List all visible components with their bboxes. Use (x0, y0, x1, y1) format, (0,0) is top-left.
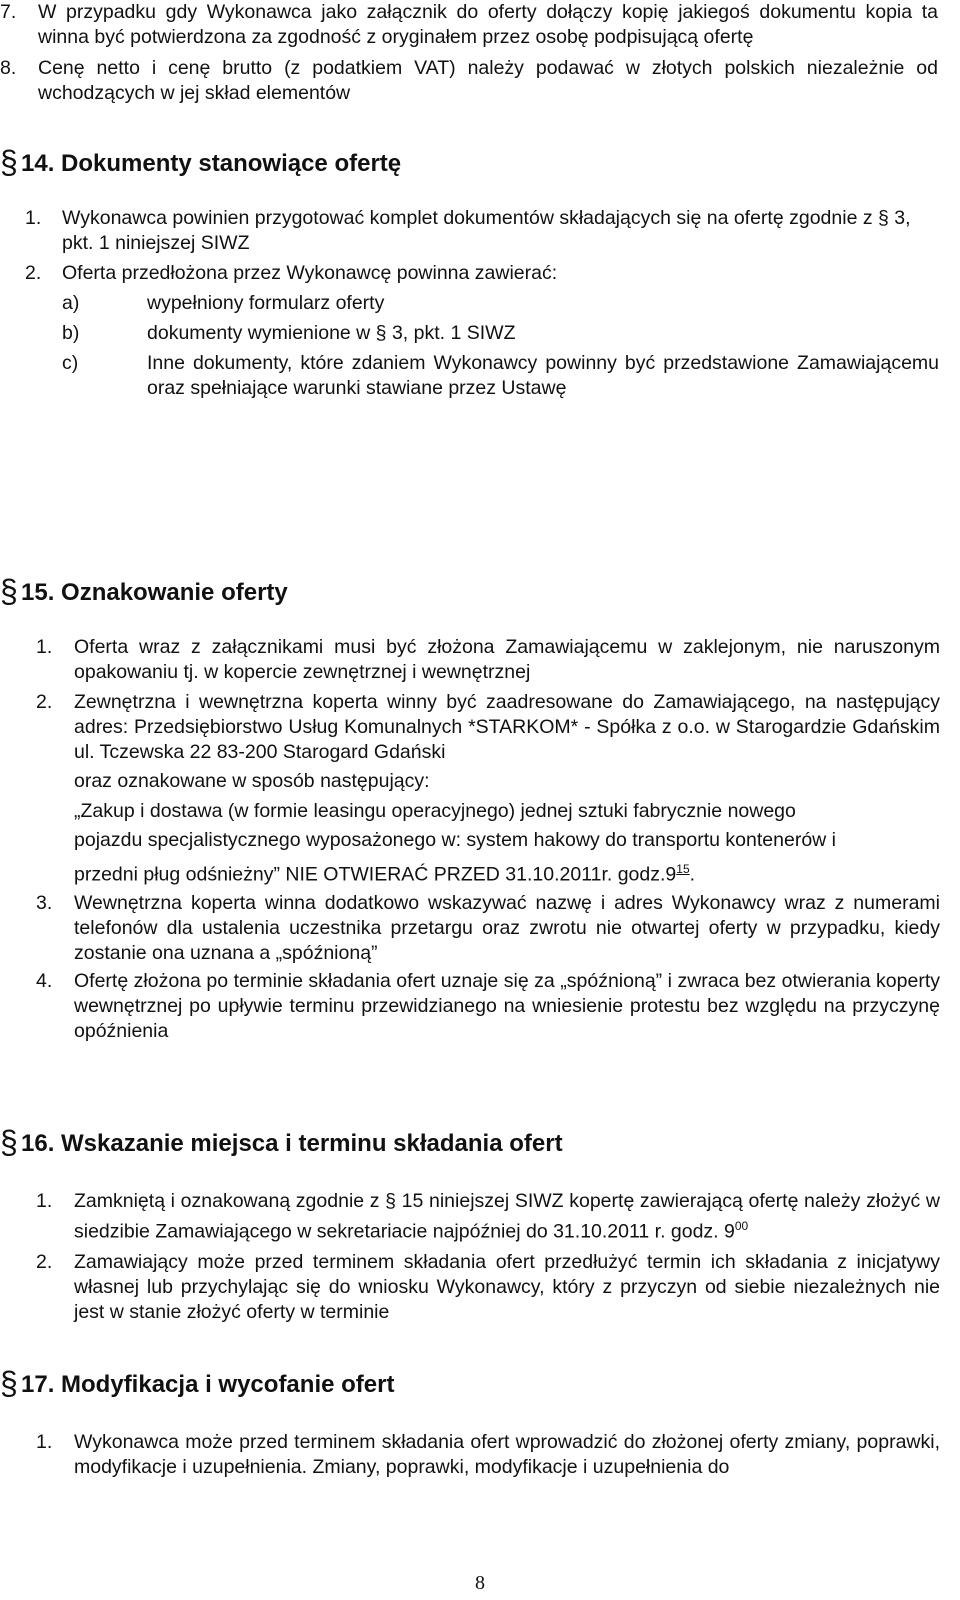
list-item (36, 690, 940, 765)
sub-item (62, 351, 939, 401)
item-number: 7. (0, 1, 17, 23)
sub-item-letter: c) (62, 352, 79, 374)
item-number: 1. (25, 207, 42, 229)
marking-line (74, 856, 960, 888)
list-item (0, 0, 938, 50)
section-heading-15 (0, 574, 500, 608)
item-number: 2. (36, 1250, 53, 1273)
item-number: 1. (36, 1431, 53, 1453)
section-17-items (0, 1430, 960, 1480)
section-heading-17 (0, 1366, 600, 1400)
sub-item-text: wypełniony formularz oferty (147, 292, 385, 314)
list-item (36, 1250, 940, 1325)
sub-item (62, 291, 939, 316)
marking-line-text: przedni pług odśnieżny” NIE OTWIERAĆ PRZED 31.10.2011r. godz.9 (74, 863, 677, 886)
item-text: Wewnętrzna koperta winna dodatkowo wskazywać nazwę i adres Wykonawcy wraz z numerami telefonów dla ustalenia uczestnika przetargu oraz zwrotu nie otwartej oferty w przypadku, kiedy zostanie ona uznana a „spóźnioną” (74, 891, 940, 964)
item-number: 1. (36, 1190, 53, 1212)
section-heading-16 (0, 1125, 700, 1159)
item-text-main: Zamkniętą i oznakowaną zgodnie z § 15 niniejszej SIWZ kopertę zawierającą ofertę należy złożyć w siedzibie Zamawiającego w sekretariacie najpóźniej do 31.10.2011 r. godz. 9 (74, 1190, 940, 1243)
section-heading-14 (0, 145, 600, 179)
paragraph-sign: § (0, 573, 18, 609)
item-text: Zamawiający może przed terminem składania ofert przedłużyć termin ich składania z inicjatywy własnej lub przychylając się do wniosku Wykonawcy, który z przyczyn od siebie niezależnych nie jest w stanie złożyć oferty w terminie (74, 1250, 940, 1323)
marking-line: „Zakup i dostawa (w formie leasingu operacyjnego) jednej sztuki fabrycznie nowego (74, 800, 796, 822)
section-title: 14. Dokumenty stanowiące ofertę (21, 150, 402, 177)
item-number: 4. (36, 969, 53, 992)
section-title: 15. Oznakowanie oferty (21, 579, 288, 606)
sub-item-letter: a) (62, 292, 80, 314)
sub-item-text: dokumenty wymienione w § 3, pkt. 1 SIWZ (147, 322, 516, 344)
item-text: Ofertę złożona po terminie składania ofert uznaje się za „spóźnioną” i zwraca bez otwierania koperty wewnętrznej po upływie terminu przewidzianego na wniesienie protestu bez względu na przyczynę opóźnienia (74, 969, 940, 1042)
item-text: Oferta wraz z załącznikami musi być złożona Zamawiającemu w zaklejonym, nie naruszonym opakowaniu tj. w kopercie zewnętrznej i wewnętrznej (74, 636, 940, 683)
item-text: Zewnętrzna i wewnętrzna koperta winny być zaadresowane do Zamawiającego, na następujący adres: Przedsiębiorstwo Usług Komunalnych *STARKOM* - Spółka z o.o. w Starogardzie Gdańskim ul. Tczewska 22 83-200 Starogard Gdański (74, 691, 940, 763)
list-item (36, 1189, 940, 1245)
item-number: 2. (25, 262, 42, 284)
list-item (25, 261, 940, 286)
superscript: 00 (734, 1219, 749, 1233)
page-number: 8 (475, 1572, 485, 1594)
section-15-items (0, 635, 960, 1044)
item-text: Oferta przedłożona przez Wykonawcę powinna zawierać: (62, 262, 558, 284)
paragraph-sign: § (0, 1124, 18, 1160)
item-text: Cenę netto i cenę brutto (z podatkiem VAT) należy podawać w złotych polskich niezależnie od wchodzących w jej skład elementów (38, 57, 938, 104)
list-item (36, 969, 940, 1044)
item-number: 1. (36, 636, 53, 658)
superscript: 15 (676, 862, 690, 876)
sub-item (62, 321, 939, 346)
item-text: Wykonawca powinien przygotować komplet dokumentów składających się na ofertę zgodnie z § 3, pkt. 1 niniejszej SIWZ (62, 207, 911, 254)
item-text: W przypadku gdy Wykonawca jako załącznik do oferty dołączy kopię jakiegoś dokumentu kopia ta winna być potwierdzona za zgodność z oryginałem przez osobę podpisującą ofertę (38, 1, 938, 48)
item-number: 8. (0, 57, 17, 79)
section-16-items (0, 1189, 960, 1325)
marking-line-end: . (689, 863, 696, 886)
marking-line: pojazdu specjalistycznego wyposażonego w: system hakowy do transportu kontenerów i (74, 829, 836, 851)
list-item (25, 206, 940, 256)
list-item (36, 1430, 940, 1480)
list-item (36, 891, 940, 966)
section-title: 16. Wskazanie miejsca i terminu składania ofert (21, 1130, 563, 1157)
item-text: Wykonawca może przed terminem składania ofert wprowadzić do złożonej oferty zmiany, poprawki, modyfikacje i uzupełnienia. Zmiany, poprawki, modyfikacje i uzupełnienia do (74, 1431, 940, 1478)
section-14-items (0, 206, 960, 401)
sub-item-text: Inne dokumenty, które zdaniem Wykonawcy powinny być przedstawione Zamawiającemu oraz spełniające warunki stawiane przez Ustawę (147, 352, 939, 399)
paragraph-sign: § (0, 144, 18, 180)
item-number: 2. (36, 691, 53, 713)
list-item (0, 56, 938, 106)
top-items (0, 0, 960, 106)
section-title: 17. Modyfikacja i wycofanie ofert (21, 1371, 395, 1398)
paragraph-sign: § (0, 1365, 18, 1401)
list-item (36, 635, 940, 685)
item-number: 3. (36, 891, 53, 914)
marking-lead: oraz oznakowane w sposób następujący: (74, 770, 430, 792)
sub-item-letter: b) (62, 322, 80, 344)
item-text (74, 1189, 940, 1245)
